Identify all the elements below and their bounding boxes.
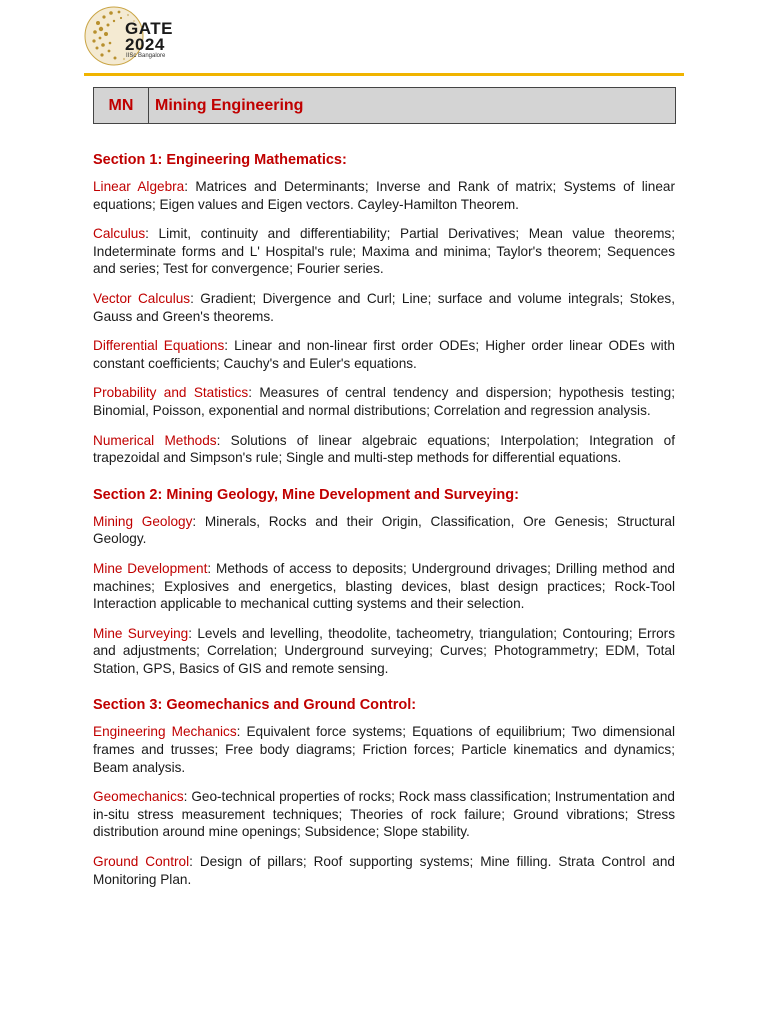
topic-text: : Limit, continuity and differentiability; Partial Derivatives; Mean value theorems; Indeterminate forms and L' Hospital's rule; Maxima and minima; Taylor's theorem; Sequences and series; Test for convergence; Fourier series. bbox=[93, 226, 675, 277]
topic-paragraph bbox=[93, 384, 675, 419]
topic-text: : Measures of central tendency and dispersion; hypothesis testing; Binomial, Poisson, exponential and normal distributions; Correlation and regression analysis. bbox=[93, 385, 675, 418]
topic-text: : Levels and levelling, theodolite, tacheometry, triangulation; Contouring; Errors and adjustments; Correlation; Underground surveying; Curves; Photogrammetry; EDM, Total Station, GPS, Basics of GIS and remote sensing. bbox=[93, 625, 675, 676]
topic-paragraph bbox=[93, 432, 675, 467]
syllabus-section bbox=[93, 695, 675, 888]
topic-text: : Gradient; Divergence and Curl; Line; surface and volume integrals; Stokes, Gauss and Green's theorems. bbox=[93, 290, 675, 324]
topic-paragraph bbox=[93, 337, 675, 372]
topic-label: Engineering Mechanics bbox=[93, 724, 237, 740]
paper-title-box bbox=[93, 87, 676, 124]
topic-label: Mining Geology bbox=[93, 513, 193, 529]
topic-text: : Geo-technical properties of rocks; Rock mass classification; Instrumentation and in-situ stress measurement techniques; Theories of rock failure; Ground vibrations; Stress distribution around mine openings; Subsidence; Slope stability. bbox=[93, 789, 675, 840]
topic-label: Vector Calculus bbox=[93, 290, 191, 306]
topic-label: Numerical Methods bbox=[93, 432, 217, 448]
syllabus-content bbox=[93, 150, 675, 906]
topic-label: Calculus bbox=[93, 226, 146, 242]
logo-year-text: 2024 bbox=[125, 35, 165, 54]
topic-paragraph bbox=[93, 513, 675, 548]
topic-label: Mine Surveying bbox=[93, 625, 189, 641]
topic-label: Probability and Statistics bbox=[93, 385, 249, 401]
topic-label: Ground Control bbox=[93, 854, 190, 870]
logo-institute-text: IISc Bangalore bbox=[126, 53, 166, 59]
topic-paragraph bbox=[93, 560, 675, 613]
section-heading: Section 3: Geomechanics and Ground Control: bbox=[93, 697, 417, 714]
topic-paragraph bbox=[93, 723, 675, 776]
topic-label: Differential Equations bbox=[93, 338, 225, 354]
topic-paragraph bbox=[93, 853, 675, 888]
paper-name: Mining Engineering bbox=[155, 96, 304, 114]
topic-text: : Solutions of linear algebraic equations; Interpolation; Integration of trapezoidal and Simpson's rule; Single and multi-step methods for differential equations. bbox=[93, 432, 675, 466]
topic-label: Mine Development bbox=[93, 560, 208, 576]
topic-text: : Equivalent force systems; Equations of equilibrium; Two dimensional frames and trusses; Free body diagrams; Friction forces; Particle kinematics and dynamics; Beam analysis. bbox=[93, 724, 675, 775]
syllabus-section bbox=[93, 485, 675, 678]
topic-text: : Minerals, Rocks and their Origin, Classification, Ore Genesis; Structural Geology. bbox=[93, 513, 675, 547]
topic-text: : Linear and non-linear first order ODEs; Higher order linear ODEs with constant coefficients; Cauchy's and Euler's equations. bbox=[93, 338, 675, 371]
topic-text: : Methods of access to deposits; Underground drivages; Drilling method and machines; Explosives and energetics, blasting devices, blast design practices; Rock-Tool Interaction applicable to mechanical cutting systems and their selection. bbox=[93, 560, 675, 612]
topic-paragraph bbox=[93, 625, 675, 678]
topic-paragraph bbox=[93, 178, 675, 213]
topic-label: Linear Algebra bbox=[93, 179, 185, 194]
topic-paragraph bbox=[93, 788, 675, 841]
topic-text: : Matrices and Determinants; Inverse and Rank of matrix; Systems of linear equations; Eigen values and Eigen vectors. Cayley-Hamilton Theorem. bbox=[93, 179, 675, 212]
topic-label: Geomechanics bbox=[93, 789, 184, 805]
topic-text: : Design of pillars; Roof supporting systems; Mine filling. Strata Control and Monitoring Plan. bbox=[93, 854, 675, 887]
paper-code: MN bbox=[94, 88, 149, 123]
header-divider bbox=[84, 73, 684, 76]
topic-paragraph bbox=[93, 290, 675, 325]
syllabus-section bbox=[93, 150, 675, 467]
logo-gate-text: GATE bbox=[125, 19, 173, 38]
section-heading: Section 1: Engineering Mathematics: bbox=[93, 152, 347, 168]
topic-paragraph bbox=[93, 225, 675, 278]
gate-2024-logo bbox=[84, 3, 180, 69]
section-heading: Section 2: Mining Geology, Mine Development and Surveying: bbox=[93, 486, 519, 503]
